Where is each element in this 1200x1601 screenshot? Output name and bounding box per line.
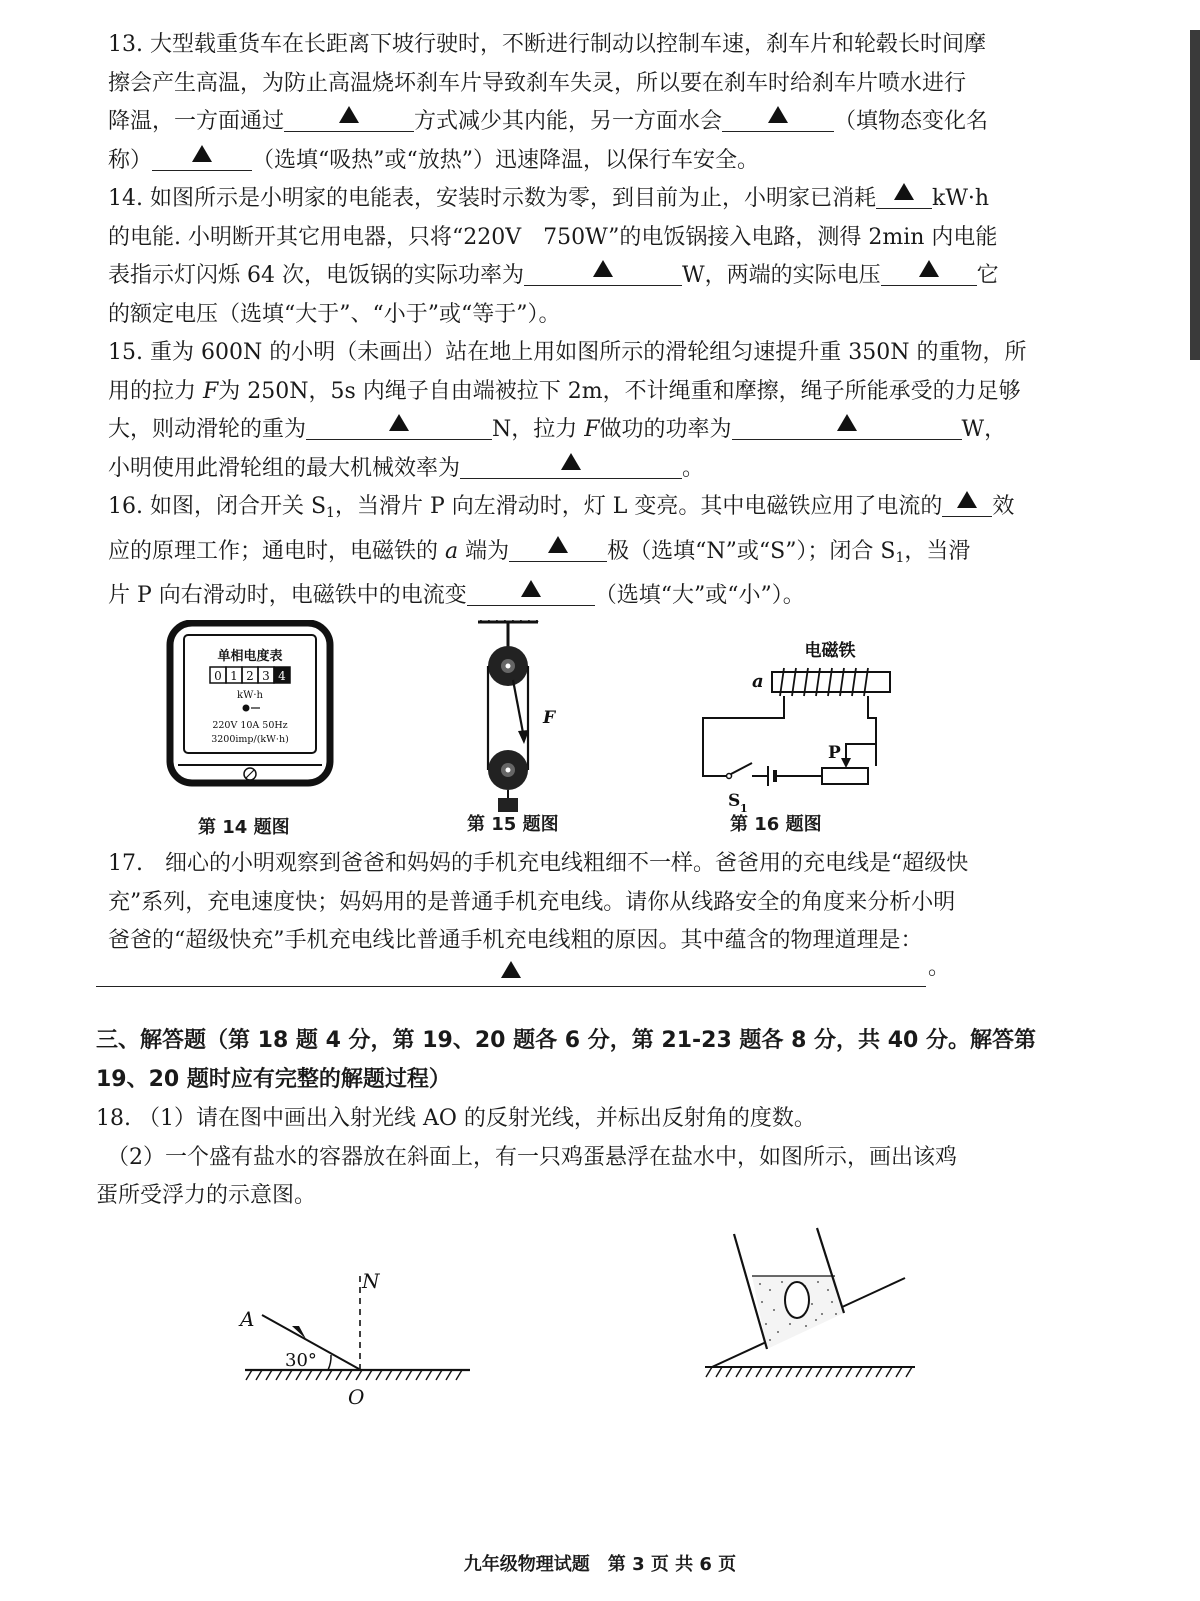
q15-line2 bbox=[108, 373, 1048, 412]
q18-part1: 18. （1）请在图中画出入射光线 AO 的反射光线，并标出反射角的度数。 bbox=[96, 1106, 816, 1131]
q17-line1: 17. 细心的小明观察到爸爸和妈妈的手机充电线粗细不一样。爸爸用的充电线是“超级快 bbox=[108, 851, 969, 876]
q13-text: 称） bbox=[108, 147, 153, 173]
q14-line2: 的电能. 小明断开其它用电器，只将“220V 750W”的电饭锅接入电路，测得 2min 内电能 bbox=[108, 224, 998, 250]
force-symbol: F bbox=[203, 378, 219, 404]
meter-unit: kW·h bbox=[237, 690, 263, 701]
q16-text: ，当滑片 P 向左滑动时，灯 L 变亮。其中电磁铁应用了电流的 bbox=[334, 494, 943, 519]
triangle-marker-icon bbox=[957, 491, 977, 508]
section-3-line2: 19、20 题时应有完整的解题过程） bbox=[96, 1066, 451, 1092]
question-13 bbox=[108, 26, 1048, 180]
answer-blank[interactable] bbox=[722, 105, 834, 132]
q14-text: 14. 如图所示是小明家的电能表，安装时示数为零，到目前为止，小明家已消耗 bbox=[108, 186, 876, 211]
q14-text: 表指示灯闪烁 64 次，电饭锅的实际功率为 bbox=[108, 263, 524, 288]
force-label: F bbox=[543, 708, 556, 728]
meter-title: 单相电度表 bbox=[217, 649, 283, 664]
incline-container-diagram bbox=[705, 1228, 915, 1377]
q15-text: N，拉力 bbox=[492, 417, 585, 442]
electric-meter bbox=[170, 623, 330, 783]
q13-line4 bbox=[108, 142, 1048, 181]
subscript: 1 bbox=[895, 549, 905, 566]
answer-blank[interactable] bbox=[732, 413, 962, 440]
slider-label: P bbox=[828, 743, 841, 763]
q14-text: 它 bbox=[976, 263, 999, 288]
q13-line1: 13. 大型载重货车在长距离下坡行驶时，不断进行制动以控制车速，刹车片和轮毂长时间摩 bbox=[108, 32, 986, 57]
q14-line3 bbox=[108, 257, 1048, 296]
q16-text: 应的原理工作；通电时，电磁铁的 bbox=[108, 538, 445, 564]
reflection-diagram bbox=[238, 1269, 470, 1409]
q16-line2 bbox=[108, 533, 1048, 578]
indicator-lamp bbox=[243, 705, 250, 712]
q15-text: 用的拉力 bbox=[108, 378, 203, 404]
q15-line4 bbox=[108, 450, 1048, 489]
q16-text: 极（选填“N”或“S”）；闭合 S bbox=[607, 538, 896, 564]
force-symbol: F bbox=[584, 417, 600, 442]
subscript: 1 bbox=[326, 505, 335, 521]
caption-fig14: 第 14 题图 bbox=[198, 817, 290, 838]
answer-blank[interactable] bbox=[460, 452, 682, 479]
section-3-line1: 三、解答题（第 18 题 4 分，第 19、20 题各 6 分，第 21-23 题各 8 分，共 40 分。解答第 bbox=[96, 1028, 1036, 1053]
q15-text: 大，则动滑轮的重为 bbox=[108, 417, 307, 442]
answer-blank[interactable] bbox=[284, 105, 414, 132]
answer-blank[interactable] bbox=[306, 413, 492, 440]
q17-answer-blank[interactable] bbox=[96, 960, 926, 987]
q16-text: 16. 如图，闭合开关 S bbox=[108, 494, 327, 519]
q14-line1 bbox=[108, 180, 1048, 219]
triangle-marker-icon bbox=[768, 106, 788, 123]
q18-figures bbox=[0, 1220, 1200, 1420]
q18-part2-line1: （2）一个盛有盐水的容器放在斜面上，有一只鸡蛋悬浮在盐水中，如图所示，画出该鸡 bbox=[96, 1144, 957, 1170]
electromagnet-label: 电磁铁 bbox=[804, 641, 856, 661]
meter-digit: 4 bbox=[278, 669, 286, 683]
point-a-label: A bbox=[240, 1307, 255, 1331]
figures-row bbox=[0, 620, 1200, 860]
meter-digit: 1 bbox=[230, 669, 238, 683]
switch-subscript: 1 bbox=[740, 802, 748, 815]
end-a-label: a bbox=[752, 671, 764, 692]
meter-digit: 3 bbox=[262, 669, 270, 683]
q15-line1: 15. 重为 600N 的小明（未画出）站在地上用如图所示的滑轮组匀速提升重 350N 的重物，所 bbox=[108, 340, 1027, 365]
meter-digit: 2 bbox=[246, 669, 254, 683]
normal-n-label: N bbox=[362, 1269, 380, 1293]
caption-fig16: 第 16 题图 bbox=[730, 814, 822, 835]
q13-line3 bbox=[108, 103, 1048, 142]
q13-text: （选填“吸热”或“放热”）迅速降温，以保行车安全。 bbox=[252, 147, 760, 173]
section-3-header bbox=[96, 1022, 1056, 1099]
q13-text: 方式减少其内能，另一方面水会 bbox=[414, 109, 723, 134]
triangle-marker-icon bbox=[501, 961, 521, 978]
slider-arrow-icon bbox=[841, 758, 851, 768]
q13-text: 降温，一方面通过 bbox=[108, 109, 285, 134]
q17-line3: 爸爸的“超级快充”手机充电线比普通手机充电线粗的原因。其中蕴含的物理道理是： bbox=[108, 928, 923, 953]
question-15 bbox=[108, 334, 1048, 488]
q15-text: 为 250N，5s 内绳子自由端被拉下 2m，不计绳重和摩擦，绳子所能承受的力足够 bbox=[218, 378, 1021, 404]
triangle-marker-icon bbox=[548, 536, 568, 553]
triangle-marker-icon bbox=[894, 183, 914, 200]
figures-svg bbox=[0, 620, 1200, 860]
q16-text: （选填“大”或“小”）。 bbox=[594, 583, 805, 608]
question-18 bbox=[96, 1100, 1056, 1216]
switch-lever bbox=[731, 763, 752, 774]
q17-line2: 充”系列，充电速度快；妈妈用的是普通手机充电线。请你从线路安全的角度来分析小明 bbox=[108, 889, 956, 915]
answer-blank[interactable] bbox=[876, 182, 932, 209]
q16-line1 bbox=[108, 488, 1048, 533]
angle-label: 30° bbox=[285, 1350, 317, 1371]
rheostat bbox=[822, 768, 868, 784]
triangle-marker-icon bbox=[521, 580, 541, 597]
q13-text: （填物态变化名 bbox=[834, 109, 989, 134]
q16-text: ，当滑 bbox=[904, 538, 971, 564]
q15-text: 小明使用此滑轮组的最大机械效率为 bbox=[108, 455, 461, 481]
question-16 bbox=[108, 488, 1048, 616]
triangle-marker-icon bbox=[561, 453, 581, 470]
q16-text: 片 P 向右滑动时，电磁铁中的电流变 bbox=[108, 583, 467, 608]
page-footer: 九年级物理试题 第 3 页 共 6 页 bbox=[463, 1554, 737, 1575]
switch-contact bbox=[727, 774, 732, 779]
meter-spec-1: 220V 10A 50Hz bbox=[212, 720, 288, 731]
triangle-marker-icon bbox=[389, 414, 409, 431]
answer-blank[interactable] bbox=[942, 490, 992, 517]
pulley-block bbox=[477, 620, 557, 812]
q15-line3 bbox=[108, 411, 1048, 450]
point-o-label: O bbox=[348, 1385, 365, 1409]
scan-edge bbox=[1190, 30, 1200, 360]
q18-part2-line2: 蛋所受浮力的示意图。 bbox=[96, 1183, 317, 1208]
q16-line3 bbox=[108, 577, 1048, 616]
answer-blank[interactable] bbox=[524, 259, 682, 286]
triangle-marker-icon bbox=[919, 260, 939, 277]
answer-blank[interactable] bbox=[509, 535, 607, 562]
q15-text: 。 bbox=[682, 455, 705, 481]
question-17 bbox=[108, 845, 1048, 961]
switch-label: S bbox=[728, 791, 741, 811]
meter-spec-2: 3200imp/(kW·h) bbox=[211, 734, 289, 745]
electromagnet-circuit bbox=[703, 640, 890, 815]
meter-digit: 0 bbox=[214, 669, 222, 683]
q14-line4: 的额定电压（选填“大于”、“小于”或“等于”）。 bbox=[108, 301, 561, 327]
answer-blank[interactable] bbox=[467, 579, 595, 606]
q17-end-mark: 。 bbox=[928, 955, 951, 980]
triangle-marker-icon bbox=[339, 106, 359, 123]
answer-blank[interactable] bbox=[881, 259, 977, 286]
q15-text: 做功的功率为 bbox=[599, 417, 732, 442]
q15-text: W， bbox=[961, 417, 1007, 442]
egg-shape bbox=[785, 1282, 809, 1318]
question-14 bbox=[108, 180, 1048, 334]
q16-text: 端为 bbox=[458, 538, 510, 564]
triangle-marker-icon bbox=[837, 414, 857, 431]
triangle-marker-icon bbox=[593, 260, 613, 277]
q13-line2: 擦会产生高温，为防止高温烧坏刹车片导致刹车失灵，所以要在刹车时给刹车片喷水进行 bbox=[108, 70, 967, 96]
q14-text: W，两端的实际电压 bbox=[681, 263, 881, 288]
triangle-marker-icon bbox=[192, 145, 212, 162]
caption-fig15: 第 15 题图 bbox=[467, 814, 559, 835]
q16-text: 效 bbox=[992, 494, 1015, 519]
q14-unit: kW·h bbox=[931, 186, 990, 211]
answer-blank[interactable] bbox=[152, 144, 252, 171]
end-symbol: a bbox=[445, 538, 459, 564]
